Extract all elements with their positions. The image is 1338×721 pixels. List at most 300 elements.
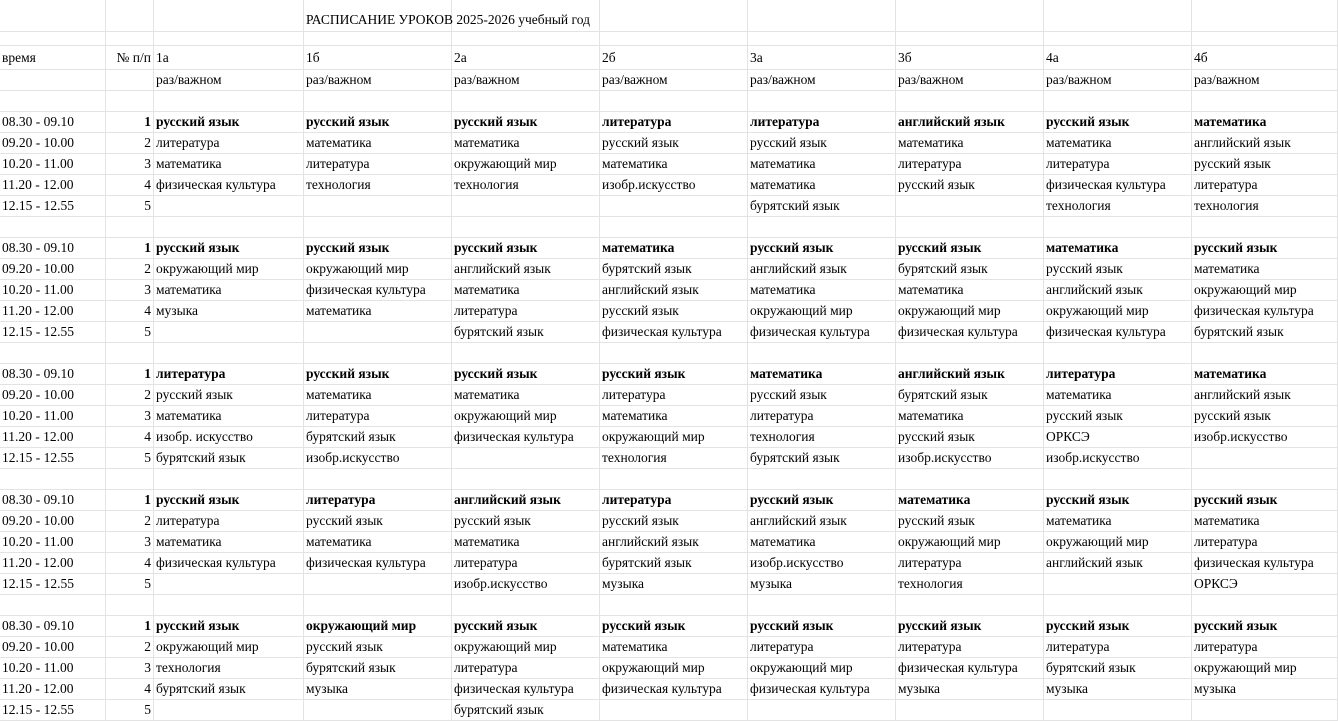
subject-cell: русский язык [896, 427, 1044, 448]
empty-cell [0, 91, 106, 112]
subheader-cell: раз/важном [154, 70, 304, 91]
subject-cell: окружающий мир [452, 154, 600, 175]
lesson-number: 1 [106, 364, 154, 385]
subject-cell: литература [600, 385, 748, 406]
class-header: 1а [154, 46, 304, 70]
lesson-row [0, 133, 1338, 154]
subject-cell: окружающий мир [1192, 658, 1338, 679]
subject-cell: математика [452, 133, 600, 154]
column-header: время [0, 46, 106, 70]
subject-cell: математика [600, 406, 748, 427]
subject-cell [304, 574, 452, 595]
subject-cell: русский язык [748, 133, 896, 154]
subject-cell: математика [1192, 364, 1338, 385]
subject-cell: русский язык [452, 238, 600, 259]
subject-cell: английский язык [1044, 280, 1192, 301]
subject-cell: математика [748, 154, 896, 175]
empty-cell [600, 469, 748, 490]
lesson-row [0, 616, 1338, 637]
subject-cell: литература [154, 511, 304, 532]
lesson-number: 3 [106, 154, 154, 175]
subject-cell: технология [1192, 196, 1338, 217]
page-title: РАСПИСАНИЕ УРОКОВ 2025-2026 учебный год [306, 12, 590, 27]
empty-cell [154, 595, 304, 616]
subject-cell: русский язык [600, 364, 748, 385]
time-cell: 09.20 - 10.00 [0, 385, 106, 406]
subject-cell: технология [452, 175, 600, 196]
subject-cell: математика [600, 238, 748, 259]
subject-cell: русский язык [154, 112, 304, 133]
empty-cell [1192, 469, 1338, 490]
lesson-number: 5 [106, 574, 154, 595]
empty-cell [896, 343, 1044, 364]
subject-cell: окружающий мир [1044, 532, 1192, 553]
subject-cell [1044, 700, 1192, 721]
time-cell: 08.30 - 09.10 [0, 490, 106, 511]
subject-cell: математика [1044, 385, 1192, 406]
subject-cell: русский язык [154, 238, 304, 259]
subject-cell: технология [896, 574, 1044, 595]
empty-cell [1044, 217, 1192, 238]
subject-cell: математика [896, 280, 1044, 301]
subject-cell: физическая культура [452, 427, 600, 448]
empty-cell [1192, 595, 1338, 616]
empty-cell [600, 595, 748, 616]
subject-cell [896, 196, 1044, 217]
subject-cell [304, 322, 452, 343]
lesson-number: 2 [106, 511, 154, 532]
empty-cell [896, 469, 1044, 490]
subject-cell: математика [304, 385, 452, 406]
empty-cell [896, 217, 1044, 238]
lesson-number: 4 [106, 553, 154, 574]
subject-cell: литература [1044, 364, 1192, 385]
subject-cell: физическая культура [452, 679, 600, 700]
subject-cell: физическая культура [304, 280, 452, 301]
lesson-number: 3 [106, 280, 154, 301]
subject-cell: английский язык [896, 112, 1044, 133]
empty-cell [106, 91, 154, 112]
class-header: 2б [600, 46, 748, 70]
empty-cell [1192, 343, 1338, 364]
subheader-cell: раз/важном [304, 70, 452, 91]
lesson-number: 5 [106, 322, 154, 343]
subject-cell: математика [600, 154, 748, 175]
day-separator [0, 91, 1338, 112]
subject-cell: окружающий мир [304, 259, 452, 280]
subheader-cell: раз/важном [452, 70, 600, 91]
subject-cell: английский язык [748, 511, 896, 532]
subject-cell: окружающий мир [154, 259, 304, 280]
subject-cell: окружающий мир [896, 301, 1044, 322]
subject-cell: технология [600, 448, 748, 469]
subject-cell [748, 700, 896, 721]
subject-cell [600, 700, 748, 721]
subject-cell: литература [1044, 154, 1192, 175]
lesson-number: 1 [106, 238, 154, 259]
lesson-number: 4 [106, 301, 154, 322]
subject-cell [1192, 448, 1338, 469]
subject-cell: музыка [896, 679, 1044, 700]
subject-cell: русский язык [896, 175, 1044, 196]
subject-cell: физическая культура [748, 679, 896, 700]
subject-cell: русский язык [1044, 616, 1192, 637]
empty-cell [0, 343, 106, 364]
empty-cell [896, 91, 1044, 112]
subject-cell: литература [748, 112, 896, 133]
lesson-number: 4 [106, 679, 154, 700]
lesson-row [0, 406, 1338, 427]
empty-cell [154, 217, 304, 238]
subject-cell: бурятский язык [1192, 322, 1338, 343]
subject-cell: технология [1044, 196, 1192, 217]
subject-cell: литература [154, 133, 304, 154]
subject-cell: физическая культура [600, 322, 748, 343]
subject-cell: математика [154, 532, 304, 553]
subject-cell: русский язык [452, 364, 600, 385]
lesson-row [0, 259, 1338, 280]
subheader-cell [0, 70, 106, 91]
subject-cell: русский язык [304, 511, 452, 532]
lesson-row [0, 553, 1338, 574]
title-row [0, 0, 1338, 32]
time-cell: 09.20 - 10.00 [0, 637, 106, 658]
empty-cell [896, 595, 1044, 616]
subject-cell: русский язык [452, 112, 600, 133]
subject-cell: изобр.искусство [600, 175, 748, 196]
day-separator [0, 595, 1338, 616]
subject-cell [154, 574, 304, 595]
subject-cell: математика [154, 280, 304, 301]
class-header: 3а [748, 46, 896, 70]
subject-cell: литература [748, 637, 896, 658]
subject-cell: изобр.искусство [1192, 427, 1338, 448]
subheader-cell: раз/важном [600, 70, 748, 91]
subject-cell: математика [1192, 112, 1338, 133]
subject-cell: окружающий мир [154, 637, 304, 658]
subject-cell: английский язык [600, 532, 748, 553]
subheader-cell: раз/важном [748, 70, 896, 91]
empty-cell [1192, 91, 1338, 112]
lesson-number: 4 [106, 175, 154, 196]
day-separator [0, 343, 1338, 364]
empty-cell [452, 343, 600, 364]
empty-cell [1044, 343, 1192, 364]
subject-cell: русский язык [304, 112, 452, 133]
subject-cell: математика [748, 364, 896, 385]
subject-cell: русский язык [304, 364, 452, 385]
subject-cell: литература [1192, 532, 1338, 553]
subject-cell [1044, 574, 1192, 595]
lesson-row [0, 427, 1338, 448]
subject-cell: музыка [1192, 679, 1338, 700]
subject-cell: окружающий мир [600, 658, 748, 679]
subject-cell: английский язык [452, 259, 600, 280]
subject-cell: бурятский язык [600, 553, 748, 574]
subheader-cell: раз/важном [896, 70, 1044, 91]
subject-cell: окружающий мир [600, 427, 748, 448]
time-cell: 12.15 - 12.55 [0, 700, 106, 721]
lesson-row [0, 280, 1338, 301]
subject-cell: русский язык [748, 616, 896, 637]
subject-cell: физическая культура [304, 553, 452, 574]
empty-cell [154, 469, 304, 490]
lesson-row [0, 154, 1338, 175]
time-cell: 12.15 - 12.55 [0, 448, 106, 469]
subject-cell: бурятский язык [304, 427, 452, 448]
subject-cell: русский язык [1044, 112, 1192, 133]
header-row [0, 46, 1338, 70]
lesson-number: 5 [106, 196, 154, 217]
subject-cell: математика [1044, 238, 1192, 259]
spacer-row [0, 32, 1338, 46]
empty-cell [452, 91, 600, 112]
lesson-row [0, 196, 1338, 217]
empty-cell [452, 217, 600, 238]
day-separator [0, 469, 1338, 490]
subject-cell: литература [748, 406, 896, 427]
time-cell: 09.20 - 10.00 [0, 511, 106, 532]
empty-cell [1044, 91, 1192, 112]
subject-cell: русский язык [600, 133, 748, 154]
day-separator [0, 217, 1338, 238]
subject-cell: математика [452, 280, 600, 301]
time-cell: 08.30 - 09.10 [0, 238, 106, 259]
subject-cell: литература [600, 490, 748, 511]
subject-cell: физическая культура [896, 658, 1044, 679]
empty-cell [154, 343, 304, 364]
empty-cell [154, 91, 304, 112]
subject-cell: русский язык [154, 385, 304, 406]
subject-cell: ОРКСЭ [1044, 427, 1192, 448]
subject-cell: английский язык [748, 259, 896, 280]
subject-cell: бурятский язык [1044, 658, 1192, 679]
subject-cell: русский язык [600, 511, 748, 532]
subject-cell: бурятский язык [452, 700, 600, 721]
subject-cell: литература [452, 658, 600, 679]
subject-cell: русский язык [1044, 259, 1192, 280]
subject-cell: изобр.искусство [452, 574, 600, 595]
subject-cell: математика [452, 532, 600, 553]
subject-cell: математика [304, 133, 452, 154]
empty-cell [106, 469, 154, 490]
lesson-row [0, 532, 1338, 553]
subject-cell: русский язык [748, 385, 896, 406]
subject-cell: литература [1044, 637, 1192, 658]
subject-cell: русский язык [1192, 238, 1338, 259]
time-cell: 10.20 - 11.00 [0, 658, 106, 679]
subject-cell: физическая культура [896, 322, 1044, 343]
lesson-number: 2 [106, 637, 154, 658]
subject-cell: бурятский язык [600, 259, 748, 280]
subject-cell [896, 700, 1044, 721]
lesson-row [0, 238, 1338, 259]
time-cell: 11.20 - 12.00 [0, 301, 106, 322]
lesson-row [0, 574, 1338, 595]
subject-cell: физическая культура [600, 679, 748, 700]
time-cell: 10.20 - 11.00 [0, 532, 106, 553]
lesson-row [0, 385, 1338, 406]
lesson-row [0, 700, 1338, 721]
subject-cell: русский язык [1192, 490, 1338, 511]
subject-cell: изобр.искусство [1044, 448, 1192, 469]
subject-cell: математика [748, 280, 896, 301]
subject-cell: литература [896, 553, 1044, 574]
subject-cell: русский язык [304, 637, 452, 658]
subheader-cell: раз/важном [1192, 70, 1338, 91]
subject-cell: математика [748, 175, 896, 196]
time-cell: 11.20 - 12.00 [0, 553, 106, 574]
empty-cell [452, 469, 600, 490]
subheader-cell [106, 70, 154, 91]
subject-cell: физическая культура [154, 553, 304, 574]
subject-cell: математика [1192, 259, 1338, 280]
time-cell: 10.20 - 11.00 [0, 406, 106, 427]
class-header: 4б [1192, 46, 1338, 70]
empty-cell [304, 217, 452, 238]
subject-cell: физическая культура [748, 322, 896, 343]
subject-cell [304, 196, 452, 217]
lesson-number: 4 [106, 427, 154, 448]
subject-cell: бурятский язык [748, 196, 896, 217]
subject-cell: русский язык [1192, 616, 1338, 637]
subject-cell: музыка [304, 679, 452, 700]
lesson-number: 2 [106, 133, 154, 154]
empty-cell [600, 91, 748, 112]
lesson-number: 1 [106, 112, 154, 133]
subject-cell: русский язык [748, 490, 896, 511]
empty-cell [600, 343, 748, 364]
subject-cell: физическая культура [1192, 301, 1338, 322]
subject-cell: литература [452, 301, 600, 322]
subject-cell [154, 700, 304, 721]
subject-cell: окружающий мир [1044, 301, 1192, 322]
lesson-number: 3 [106, 532, 154, 553]
subject-cell: окружающий мир [452, 637, 600, 658]
subject-cell: русский язык [1044, 490, 1192, 511]
time-cell: 08.30 - 09.10 [0, 616, 106, 637]
empty-cell [1044, 469, 1192, 490]
subject-cell: математика [896, 490, 1044, 511]
subject-cell: русский язык [154, 490, 304, 511]
subject-cell: математика [600, 637, 748, 658]
empty-cell [304, 595, 452, 616]
subject-cell: английский язык [452, 490, 600, 511]
lesson-number: 3 [106, 658, 154, 679]
subject-cell: изобр.искусство [896, 448, 1044, 469]
subject-cell: бурятский язык [154, 679, 304, 700]
class-header: 3б [896, 46, 1044, 70]
subject-cell: бурятский язык [452, 322, 600, 343]
empty-cell [0, 469, 106, 490]
subject-cell [154, 196, 304, 217]
subject-cell: бурятский язык [154, 448, 304, 469]
subject-cell [304, 700, 452, 721]
empty-cell [748, 91, 896, 112]
subject-cell: изобр.искусство [304, 448, 452, 469]
subject-cell: физическая культура [1044, 322, 1192, 343]
subject-cell: математика [1044, 511, 1192, 532]
subject-cell: математика [896, 133, 1044, 154]
subject-cell: русский язык [1044, 406, 1192, 427]
subject-cell: литература [1192, 637, 1338, 658]
lesson-row [0, 490, 1338, 511]
subject-cell: бурятский язык [896, 385, 1044, 406]
subject-cell: русский язык [452, 616, 600, 637]
subject-cell: литература [154, 364, 304, 385]
subject-cell: технология [154, 658, 304, 679]
time-cell: 08.30 - 09.10 [0, 364, 106, 385]
lesson-number: 2 [106, 259, 154, 280]
subheader-cell: раз/важном [1044, 70, 1192, 91]
lesson-row [0, 511, 1338, 532]
class-header: 4а [1044, 46, 1192, 70]
subject-cell: математика [304, 301, 452, 322]
subject-cell: математика [896, 406, 1044, 427]
subject-cell: бурятский язык [896, 259, 1044, 280]
empty-cell [304, 343, 452, 364]
empty-cell [600, 217, 748, 238]
lesson-row [0, 175, 1338, 196]
subject-cell: окружающий мир [896, 532, 1044, 553]
lesson-row [0, 322, 1338, 343]
empty-cell [748, 343, 896, 364]
lesson-row [0, 637, 1338, 658]
time-cell: 11.20 - 12.00 [0, 679, 106, 700]
subject-cell: математика [154, 406, 304, 427]
lesson-row [0, 448, 1338, 469]
subject-cell: окружающий мир [452, 406, 600, 427]
subject-cell: литература [1192, 175, 1338, 196]
lesson-number: 2 [106, 385, 154, 406]
empty-cell [106, 217, 154, 238]
class-header: 1б [304, 46, 452, 70]
empty-cell [0, 217, 106, 238]
subject-cell: английский язык [600, 280, 748, 301]
subject-cell: окружающий мир [748, 301, 896, 322]
subject-cell: русский язык [896, 616, 1044, 637]
subject-cell: русский язык [896, 238, 1044, 259]
subject-cell: физическая культура [154, 175, 304, 196]
empty-cell [0, 595, 106, 616]
time-cell: 09.20 - 10.00 [0, 133, 106, 154]
subject-cell: изобр.искусство [748, 553, 896, 574]
subject-cell: музыка [154, 301, 304, 322]
subject-cell: математика [452, 385, 600, 406]
subject-cell: русский язык [1192, 406, 1338, 427]
subject-cell: окружающий мир [1192, 280, 1338, 301]
subject-cell: английский язык [1192, 133, 1338, 154]
subject-cell: русский язык [896, 511, 1044, 532]
subject-cell: математика [1192, 511, 1338, 532]
subject-cell: литература [304, 154, 452, 175]
subject-cell: литература [896, 154, 1044, 175]
time-cell: 10.20 - 11.00 [0, 154, 106, 175]
subject-cell: музыка [1044, 679, 1192, 700]
empty-cell [748, 469, 896, 490]
lesson-row [0, 679, 1338, 700]
time-cell: 12.15 - 12.55 [0, 322, 106, 343]
subject-cell [154, 322, 304, 343]
lesson-row [0, 301, 1338, 322]
empty-cell [106, 595, 154, 616]
subject-cell: русский язык [600, 301, 748, 322]
empty-cell [304, 469, 452, 490]
subject-cell: литература [304, 490, 452, 511]
subject-cell: русский язык [748, 238, 896, 259]
lesson-number: 1 [106, 490, 154, 511]
subheader-row [0, 70, 1338, 91]
